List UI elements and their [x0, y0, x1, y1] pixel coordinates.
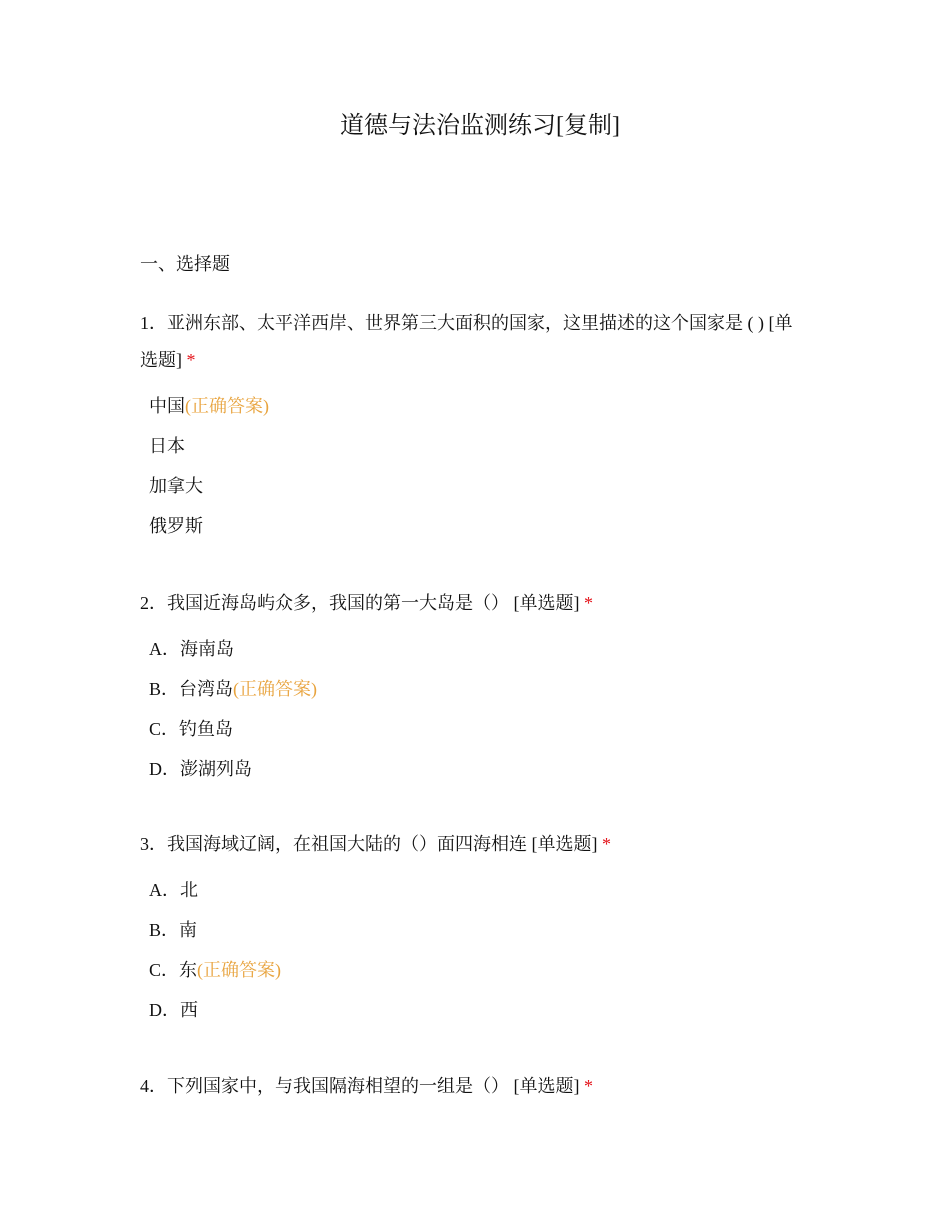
- option-item[interactable]: [140, 506, 800, 546]
- option-label: D．澎湖列岛: [149, 759, 252, 779]
- question-stem: 1．亚洲东部、太平洋西岸、世界第三大面积的国家，这里描述的这个国家是 ( ) [单选题]: [140, 313, 793, 370]
- option-item[interactable]: [140, 669, 800, 709]
- question-text: [140, 1068, 800, 1105]
- question-text: [140, 826, 800, 863]
- option-list: [140, 386, 800, 546]
- question-stem: 3．我国海域辽阔，在祖国大陆的（）面四海相连 [单选题]: [140, 834, 598, 854]
- required-mark: *: [584, 593, 593, 613]
- question-1: [140, 305, 800, 546]
- option-item[interactable]: [140, 709, 800, 749]
- page-title: 道德与法治监测练习[复制]: [340, 113, 620, 139]
- option-item[interactable]: [140, 990, 800, 1030]
- question-3: [140, 826, 800, 1030]
- option-label: A．北: [149, 880, 198, 900]
- option-list: [140, 629, 800, 789]
- option-label: 日本: [149, 436, 185, 456]
- required-mark: *: [584, 1076, 593, 1096]
- option-label: C．钓鱼岛: [149, 719, 234, 739]
- option-item[interactable]: [140, 426, 800, 466]
- correct-answer-tag: (正确答案): [197, 960, 282, 980]
- question-text: [140, 305, 800, 379]
- option-item[interactable]: [140, 910, 800, 950]
- option-item[interactable]: [140, 386, 800, 426]
- option-label: 俄罗斯: [149, 516, 203, 536]
- option-item[interactable]: [140, 466, 800, 506]
- option-item[interactable]: [140, 870, 800, 910]
- option-label: C．东: [149, 960, 198, 980]
- required-mark: *: [186, 350, 196, 370]
- option-item[interactable]: [140, 749, 800, 789]
- option-label: 中国: [149, 396, 185, 416]
- option-item[interactable]: [140, 629, 800, 669]
- option-label: 加拿大: [149, 476, 203, 496]
- option-item[interactable]: [140, 950, 800, 990]
- correct-answer-tag: (正确答案): [185, 396, 269, 416]
- question-stem: 4．下列国家中，与我国隔海相望的一组是（） [单选题]: [140, 1076, 580, 1096]
- correct-answer-tag: (正确答案): [233, 679, 318, 699]
- question-stem: 2．我国近海岛屿众多，我国的第一大岛是（） [单选题]: [140, 593, 580, 613]
- question-text: [140, 585, 800, 622]
- option-label: B．台湾岛: [149, 679, 234, 699]
- section-heading: 一、选择题: [140, 254, 230, 274]
- option-label: A．海南岛: [149, 639, 234, 659]
- option-list: [140, 870, 800, 1030]
- question-4: [140, 1068, 800, 1105]
- option-label: B．南: [149, 920, 198, 940]
- question-2: [140, 585, 800, 789]
- required-mark: *: [602, 834, 611, 854]
- option-label: D．西: [149, 1000, 198, 1020]
